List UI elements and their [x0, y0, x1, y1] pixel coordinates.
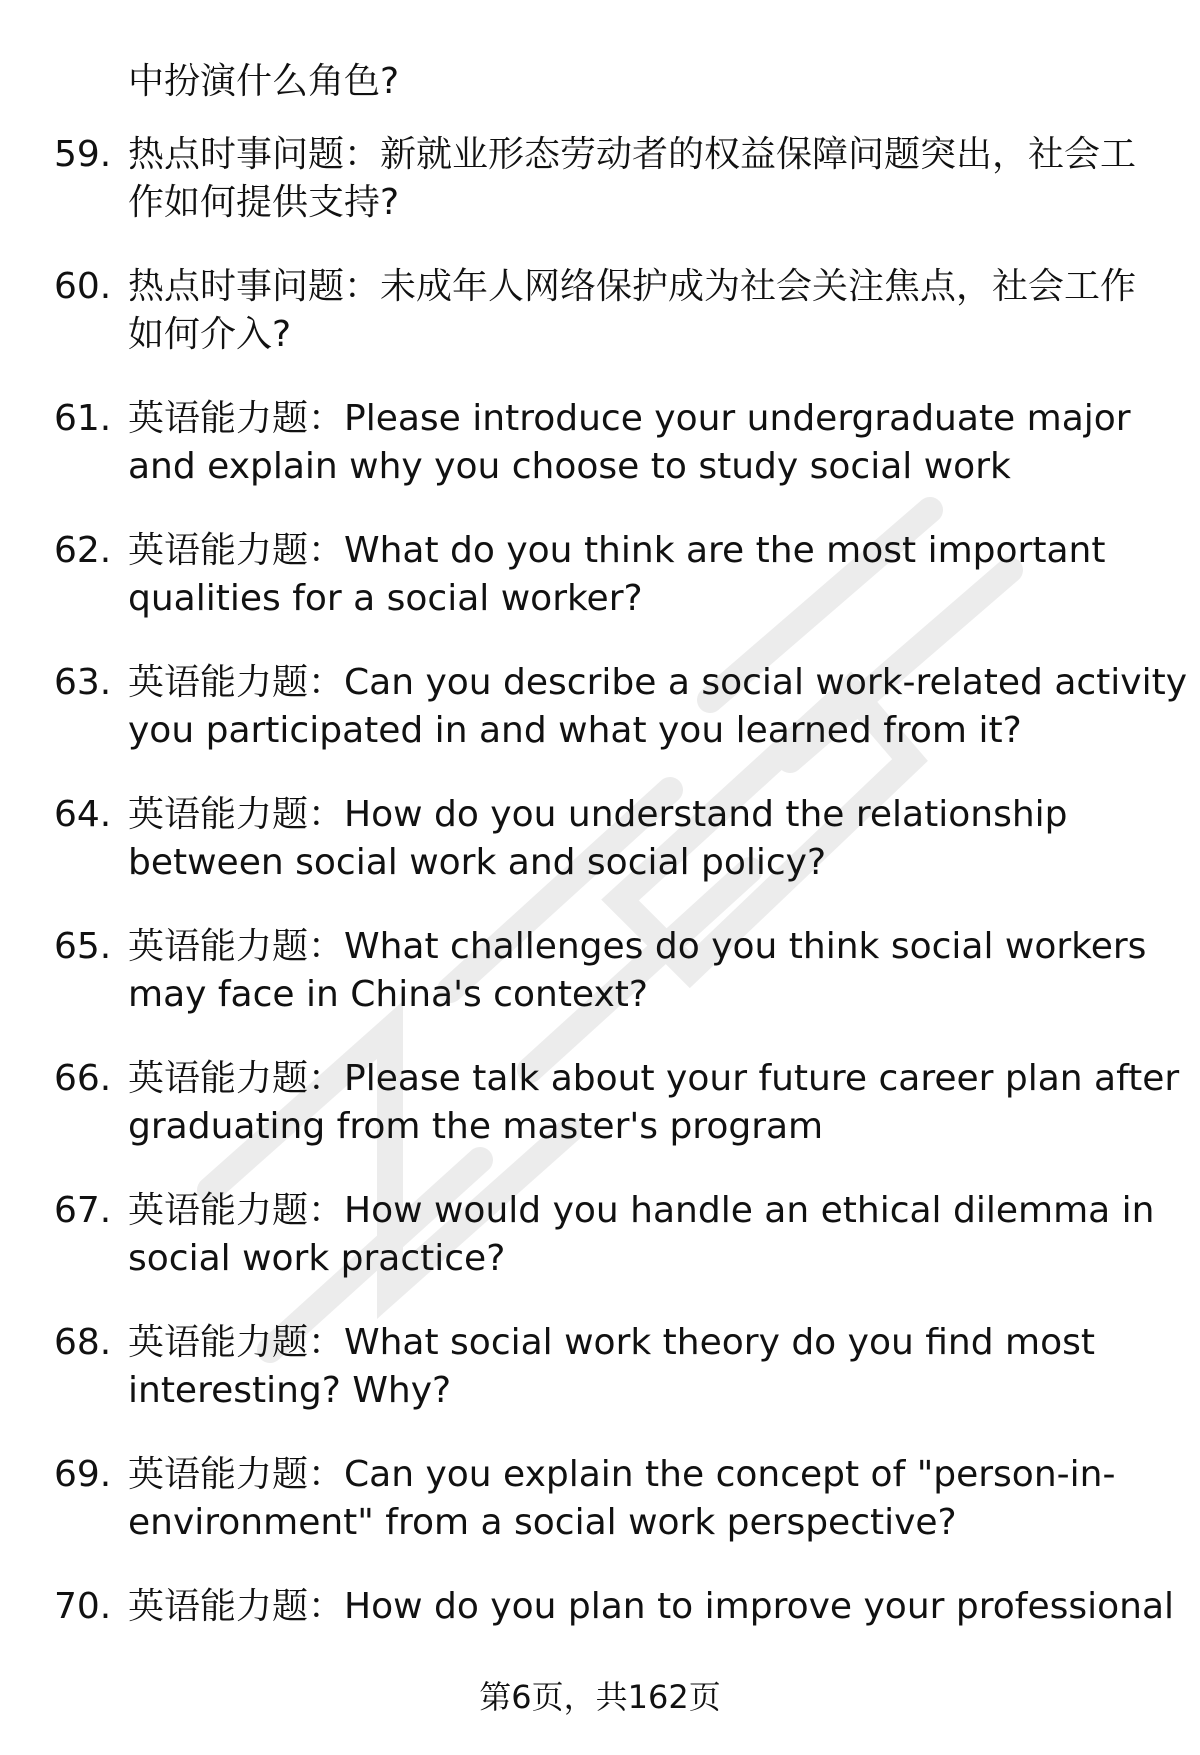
question-text-line: 英语能力题：Please introduce your undergraduate major [128, 398, 1131, 439]
question-text [128, 659, 1188, 755]
question-continuation: 中扮演什么角色? [128, 61, 400, 102]
question-text-line: graduating from the master's program [128, 1106, 824, 1147]
question-text-line: 英语能力题：How do you plan to improve your professional [128, 1586, 1175, 1627]
question-text [128, 1187, 1155, 1283]
question-text [128, 791, 1148, 887]
question-number: 68. [54, 1322, 112, 1363]
question-text [128, 1451, 1148, 1547]
question-text-line: and explain why you choose to study social work [128, 446, 1011, 487]
question-text-line: 作如何提供支持? [128, 182, 400, 223]
question-text-line: 英语能力题：Can you describe a social work-related activity [128, 662, 1188, 703]
question-text-line: 英语能力题：What challenges do you think social workers [128, 926, 1147, 967]
question-text-line: may face in China's context? [128, 974, 648, 1015]
question-number: 63. [54, 662, 112, 703]
question-number: 66. [54, 1058, 112, 1099]
question-number: 64. [54, 794, 112, 835]
question-number: 59. [54, 134, 112, 175]
question-text [128, 395, 1148, 491]
question-text [128, 263, 1148, 359]
question-number: 69. [54, 1454, 112, 1495]
question-text-line: 英语能力题：How do you understand the relationship [128, 794, 1068, 835]
question-text-line: 如何介入? [128, 314, 292, 355]
question-text-line: 热点时事问题：新就业形态劳动者的权益保障问题突出，社会工 [128, 134, 1137, 175]
question-number: 65. [54, 926, 112, 967]
question-text-line: 英语能力题：How would you handle an ethical dilemma in [128, 1190, 1155, 1231]
question-number: 67. [54, 1190, 112, 1231]
question-text-line: 热点时事问题：未成年人网络保护成为社会关注焦点，社会工作 [128, 266, 1137, 307]
question-text [128, 131, 1148, 227]
question-text [128, 527, 1148, 623]
question-text-line: 英语能力题：Please talk about your future career plan after [128, 1058, 1180, 1099]
question-text-line: social work practice? [128, 1238, 506, 1279]
question-text-line: environment" from a social work perspective? [128, 1502, 957, 1543]
question-number: 70. [54, 1586, 112, 1627]
question-text-line: 英语能力题：Can you explain the concept of "person-in- [128, 1454, 1116, 1495]
page-footer: 第6页，共162页 [479, 1678, 721, 1716]
question-number: 62. [54, 530, 112, 571]
question-number: 61. [54, 398, 112, 439]
question-text-line: 英语能力题：What do you think are the most important [128, 530, 1106, 571]
question-text [128, 1583, 1175, 1631]
question-text-line: qualities for a social worker? [128, 578, 643, 619]
question-text [128, 1319, 1148, 1415]
question-text-line: interesting? Why? [128, 1370, 452, 1411]
question-text-line: between social work and social policy? [128, 842, 827, 883]
question-number: 60. [54, 266, 112, 307]
question-text-line: you participated in and what you learned from it? [128, 710, 1022, 751]
question-text [128, 923, 1148, 1019]
question-text [128, 1055, 1180, 1151]
question-text-line: 英语能力题：What social work theory do you find most [128, 1322, 1095, 1363]
